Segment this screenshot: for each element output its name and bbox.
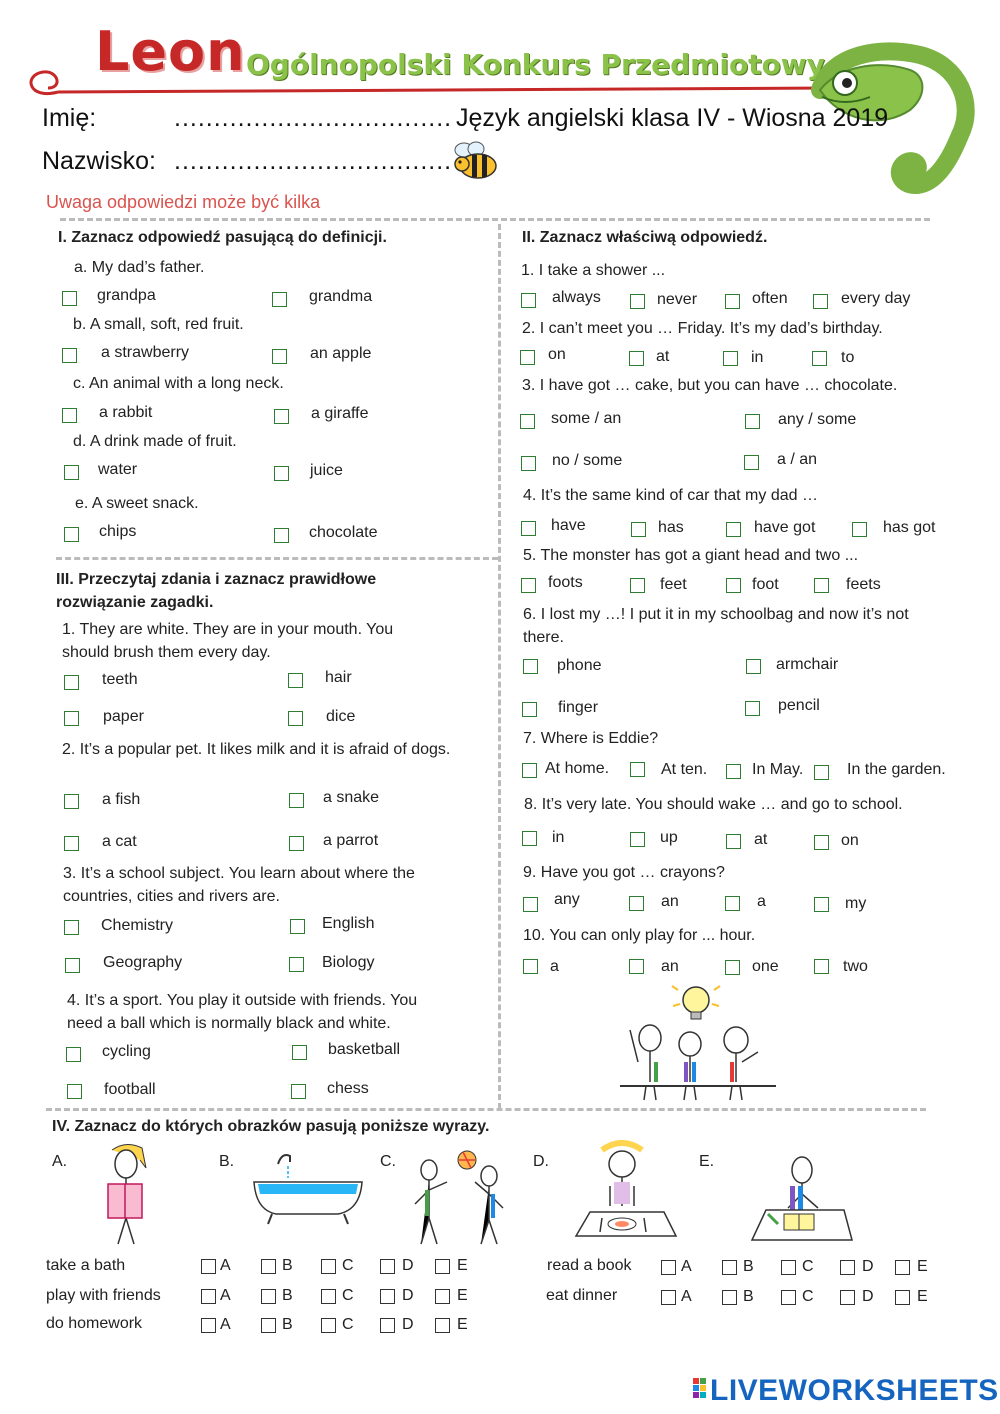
s1-question-b: b. A small, soft, red fruit.	[73, 316, 244, 333]
play-option-e-label: E	[457, 1287, 468, 1304]
s1b-option-1-label: a strawberry	[101, 344, 190, 361]
play-option-d-label: D	[402, 1287, 414, 1304]
s1c-option-2-label: a giraffe	[311, 405, 369, 422]
s3q4-option-1-checkbox[interactable]	[66, 1047, 81, 1062]
homework-option-e-label: E	[457, 1316, 468, 1333]
s3-question-3: 3. It’s a school subject. You learn about where the countries, cities and rivers are.	[63, 865, 415, 905]
s2q10-option-4-checkbox[interactable]	[814, 959, 829, 974]
section2-title: II. Zaznacz właściwą odpowiedź.	[522, 229, 768, 246]
s2q4-option-4-checkbox[interactable]	[852, 522, 867, 537]
s3q2-option-1-label: a fish	[102, 791, 141, 808]
s1-question-a: a. My dad’s father.	[74, 259, 205, 276]
kids-idea-illustration	[618, 982, 778, 1102]
homework-option-e-checkbox[interactable]	[435, 1318, 450, 1333]
bath-option-d-label: D	[402, 1257, 414, 1274]
s2q4-option-4-label: has got	[883, 519, 936, 536]
name-input[interactable]: ...................................	[174, 104, 453, 132]
s2q1-option-2-label: never	[657, 291, 698, 308]
s1a-option-2-checkbox[interactable]	[272, 292, 287, 307]
s3q2-option-3-label: a cat	[102, 833, 137, 850]
play-option-e-checkbox[interactable]	[435, 1289, 450, 1304]
s2q8-option-4-label: on	[841, 832, 859, 849]
play-option-a-label: A	[220, 1287, 231, 1304]
s3q1-option-2-checkbox[interactable]	[288, 673, 303, 688]
homework-option-b-label: B	[282, 1316, 293, 1333]
s3q3-option-4-label: Biology	[322, 954, 375, 971]
read-option-c-checkbox[interactable]	[781, 1260, 796, 1275]
s2q5-option-4-checkbox[interactable]	[814, 578, 829, 593]
homework-option-b-checkbox[interactable]	[261, 1318, 276, 1333]
s3q1-option-1-label: teeth	[102, 671, 138, 688]
play-option-a-checkbox[interactable]	[201, 1289, 216, 1304]
s1e-option-2-checkbox[interactable]	[274, 528, 289, 543]
bath-option-c-checkbox[interactable]	[321, 1259, 336, 1274]
phrase-play-with-friends: play with friends	[46, 1287, 161, 1304]
s2q2-option-4-checkbox[interactable]	[812, 351, 827, 366]
s3-question-4: 4. It’s a sport. You play it outside with friends. You need a ball which is normally black and white.	[67, 992, 418, 1032]
s2q10-option-3-label: one	[752, 958, 779, 975]
picture-d-eating-dinner	[570, 1140, 680, 1246]
read-option-a-checkbox[interactable]	[661, 1260, 676, 1275]
dinner-option-d-label: D	[862, 1288, 874, 1305]
s2q2-option-2-label: at	[656, 348, 670, 365]
s2-question-1: 1. I take a shower ...	[521, 262, 666, 279]
picture-e-label: E.	[699, 1153, 715, 1170]
s2q3-option-4-checkbox[interactable]	[744, 455, 759, 470]
picture-c-kids-playing	[405, 1148, 515, 1248]
dinner-option-b-label: B	[743, 1288, 754, 1305]
s2q9-option-1-checkbox[interactable]	[523, 897, 538, 912]
s1e-option-1-label: chips	[99, 523, 137, 540]
phrase-take-a-bath: take a bath	[46, 1257, 126, 1274]
divider-left-mid	[56, 557, 498, 560]
s2q7-option-4-checkbox[interactable]	[814, 765, 829, 780]
s1b-option-1-checkbox[interactable]	[62, 348, 77, 363]
s3q4-option-3-label: football	[104, 1081, 156, 1098]
s3q1-option-2-label: hair	[325, 669, 352, 686]
dinner-option-c-label: C	[802, 1288, 814, 1305]
s2q3-option-1-checkbox[interactable]	[520, 414, 535, 429]
s2q10-option-2-checkbox[interactable]	[629, 959, 644, 974]
s2q7-option-1-label: At home.	[545, 760, 610, 777]
s2q2-option-2-checkbox[interactable]	[629, 351, 644, 366]
s2q10-option-1-label: a	[550, 958, 559, 975]
phrase-do-homework: do homework	[46, 1315, 143, 1332]
s3q1-option-3-label: paper	[103, 708, 144, 725]
s2q10-option-1-checkbox[interactable]	[523, 959, 538, 974]
s2q10-option-2-label: an	[661, 958, 679, 975]
s3q4-option-2-checkbox[interactable]	[292, 1045, 307, 1060]
s2q7-option-4-label: In the garden.	[847, 761, 946, 778]
dinner-option-e-checkbox[interactable]	[895, 1290, 910, 1305]
dinner-option-c-checkbox[interactable]	[781, 1290, 796, 1305]
dinner-option-a-label: A	[681, 1288, 692, 1305]
s3q2-option-3-checkbox[interactable]	[64, 836, 79, 851]
s2q7-option-2-checkbox[interactable]	[630, 762, 645, 777]
s2q2-option-4-label: to	[841, 349, 855, 366]
s1a-option-2-label: grandma	[309, 288, 373, 305]
phrase-eat-dinner: eat dinner	[546, 1287, 618, 1304]
liveworksheets-logo-icon	[693, 1378, 707, 1404]
bath-option-b-checkbox[interactable]	[261, 1259, 276, 1274]
s2q9-option-2-checkbox[interactable]	[629, 896, 644, 911]
contest-title: Ogólnopolski Konkurs Przedmiotowy	[246, 48, 825, 81]
bath-option-a-label: A	[220, 1257, 231, 1274]
bath-option-a-checkbox[interactable]	[201, 1259, 216, 1274]
s2q1-option-3-checkbox[interactable]	[725, 294, 740, 309]
s1c-option-1-label: a rabbit	[99, 404, 153, 421]
header-swirl-line	[18, 60, 848, 110]
s3q1-option-1-checkbox[interactable]	[64, 675, 79, 690]
s2q9-option-2-label: an	[661, 893, 679, 910]
s2q8-option-1-label: in	[552, 829, 565, 846]
s3q2-option-1-checkbox[interactable]	[64, 794, 79, 809]
s3-question-1: 1. They are white. They are in your mouth. You should brush them every day.	[62, 621, 394, 661]
s2q1-option-4-label: every day	[841, 290, 911, 307]
picture-d-label: D.	[533, 1153, 549, 1170]
section1-title: I. Zaznacz odpowiedź pasującą do definicji.	[58, 229, 387, 246]
s3q3-option-3-label: Geography	[103, 954, 183, 971]
s2q6-option-4-label: pencil	[778, 697, 820, 714]
read-option-b-label: B	[743, 1258, 754, 1275]
s2q9-option-4-checkbox[interactable]	[814, 897, 829, 912]
picture-a-label: A.	[52, 1153, 68, 1170]
s2q6-option-4-checkbox[interactable]	[745, 701, 760, 716]
s2q8-option-1-checkbox[interactable]	[522, 831, 537, 846]
s2q8-option-3-label: at	[754, 831, 768, 848]
s2q6-option-1-checkbox[interactable]	[523, 659, 538, 674]
homework-option-d-label: D	[402, 1316, 414, 1333]
s2q1-option-1-checkbox[interactable]	[521, 293, 536, 308]
s2q4-option-2-label: has	[658, 519, 684, 536]
picture-e-homework	[748, 1148, 858, 1248]
s2q4-option-1-checkbox[interactable]	[521, 521, 536, 536]
s2q2-option-1-checkbox[interactable]	[520, 350, 535, 365]
dinner-option-e-label: E	[917, 1288, 928, 1305]
s1e-option-2-label: chocolate	[309, 524, 378, 541]
s2q6-option-3-checkbox[interactable]	[522, 702, 537, 717]
s2q6-option-2-checkbox[interactable]	[746, 659, 761, 674]
s2q4-option-3-label: have got	[754, 519, 816, 536]
s2q4-option-1-label: have	[551, 517, 586, 534]
homework-option-c-label: C	[342, 1316, 354, 1333]
s2q1-option-3-label: often	[752, 290, 788, 307]
s2q10-option-3-checkbox[interactable]	[725, 960, 740, 975]
dinner-option-d-checkbox[interactable]	[840, 1290, 855, 1305]
s1e-option-1-checkbox[interactable]	[64, 527, 79, 542]
s3q3-option-1-checkbox[interactable]	[64, 920, 79, 935]
homework-option-d-checkbox[interactable]	[380, 1318, 395, 1333]
s2q3-option-2-label: any / some	[778, 411, 857, 428]
s2q7-option-3-label: In May.	[752, 761, 804, 778]
s3q2-option-4-label: a parrot	[323, 832, 379, 849]
s2q7-option-1-checkbox[interactable]	[522, 763, 537, 778]
s2q6-option-1-label: phone	[557, 657, 602, 674]
s2-question-9: 9. Have you got … crayons?	[523, 864, 725, 881]
s2q5-option-3-checkbox[interactable]	[726, 578, 741, 593]
surname-label: Nazwisko:	[42, 147, 156, 175]
s2q7-option-2-label: At ten.	[661, 761, 708, 778]
play-option-c-label: C	[342, 1287, 354, 1304]
s2q1-option-2-checkbox[interactable]	[630, 294, 645, 309]
s2q3-option-2-checkbox[interactable]	[745, 414, 760, 429]
divider-bottom	[46, 1108, 926, 1111]
s2q9-option-4-label: my	[845, 895, 867, 912]
bath-option-b-label: B	[282, 1257, 293, 1274]
s1-question-c: c. An animal with a long neck.	[73, 375, 284, 392]
read-option-b-checkbox[interactable]	[722, 1260, 737, 1275]
s3q1-option-3-checkbox[interactable]	[64, 711, 79, 726]
s2q6-option-3-label: finger	[558, 699, 599, 716]
name-label: Imię:	[42, 104, 97, 132]
subject-title: Język angielski klasa IV - Wiosna 2019	[456, 104, 889, 132]
s3q4-option-4-checkbox[interactable]	[291, 1084, 306, 1099]
phrase-read-a-book: read a book	[547, 1257, 632, 1274]
warning-note: Uwaga odpowiedzi może być kilka	[46, 192, 321, 212]
s3q2-option-2-checkbox[interactable]	[289, 793, 304, 808]
s2q3-option-3-label: no / some	[552, 452, 623, 469]
s3q2-option-4-checkbox[interactable]	[289, 836, 304, 851]
s2q5-option-2-checkbox[interactable]	[630, 578, 645, 593]
picture-a-girl-reading	[98, 1140, 158, 1250]
s1b-option-2-checkbox[interactable]	[272, 349, 287, 364]
picture-b-bathtub	[248, 1148, 368, 1228]
s2q5-option-2-label: feet	[660, 576, 687, 593]
s2-question-7: 7. Where is Eddie?	[523, 730, 659, 747]
s2q9-option-3-label: a	[757, 893, 766, 910]
divider-top	[60, 218, 930, 221]
s2q8-option-2-checkbox[interactable]	[630, 832, 645, 847]
bath-option-d-checkbox[interactable]	[380, 1259, 395, 1274]
s1a-option-1-label: grandpa	[97, 287, 156, 304]
s2q8-option-2-label: up	[660, 829, 678, 846]
s2q9-option-3-checkbox[interactable]	[725, 896, 740, 911]
read-option-c-label: C	[802, 1258, 814, 1275]
dinner-option-b-checkbox[interactable]	[722, 1290, 737, 1305]
play-option-b-checkbox[interactable]	[261, 1289, 276, 1304]
s2q4-option-2-checkbox[interactable]	[631, 522, 646, 537]
s2q2-option-3-label: in	[751, 349, 764, 366]
surname-input[interactable]: ...................................	[174, 147, 453, 175]
s3q4-option-4-label: chess	[327, 1080, 369, 1097]
section3-title: III. Przeczytaj zdania i zaznacz prawidłowe rozwiązanie zagadki.	[56, 571, 377, 611]
s1-question-e: e. A sweet snack.	[75, 495, 199, 512]
s2q5-option-1-checkbox[interactable]	[521, 578, 536, 593]
s1d-option-1-checkbox[interactable]	[64, 465, 79, 480]
s3q1-option-4-checkbox[interactable]	[288, 711, 303, 726]
picture-c-label: C.	[380, 1153, 396, 1170]
s2-question-4: 4. It’s the same kind of car that my dad …	[523, 487, 818, 504]
s2q5-option-3-label: foot	[752, 576, 779, 593]
s2q10-option-4-label: two	[843, 958, 868, 975]
s2q2-option-1-label: on	[548, 346, 566, 363]
play-option-d-checkbox[interactable]	[380, 1289, 395, 1304]
bath-option-e-label: E	[457, 1257, 468, 1274]
s2-question-6: 6. I lost my …! I put it in my schoolbag and now it’s not there.	[523, 606, 909, 646]
bath-option-c-label: C	[342, 1257, 354, 1274]
s3q3-option-2-checkbox[interactable]	[290, 919, 305, 934]
s2q7-option-3-checkbox[interactable]	[726, 764, 741, 779]
s2q1-option-4-checkbox[interactable]	[813, 294, 828, 309]
s1d-option-1-label: water	[98, 461, 138, 478]
read-option-e-checkbox[interactable]	[895, 1260, 910, 1275]
s2q5-option-4-label: feets	[846, 576, 881, 593]
s3q2-option-2-label: a snake	[323, 789, 380, 806]
s1c-option-1-checkbox[interactable]	[62, 408, 77, 423]
s3q4-option-2-label: basketball	[328, 1041, 401, 1058]
play-option-b-label: B	[282, 1287, 293, 1304]
bee-icon	[448, 140, 504, 184]
picture-b-label: B.	[219, 1153, 235, 1170]
s2-question-10: 10. You can only play for ... hour.	[523, 927, 756, 944]
s2q1-option-1-label: always	[552, 289, 601, 306]
homework-option-a-label: A	[220, 1316, 231, 1333]
s2q3-option-1-label: some / an	[551, 410, 622, 427]
s3q3-option-2-label: English	[322, 915, 375, 932]
s2q8-option-4-checkbox[interactable]	[814, 835, 829, 850]
section4-title: IV. Zaznacz do których obrazków pasują poniższe wyrazy.	[52, 1118, 490, 1135]
s2q6-option-2-label: armchair	[776, 656, 839, 673]
s2q4-option-3-checkbox[interactable]	[726, 522, 741, 537]
s3q3-option-4-checkbox[interactable]	[289, 957, 304, 972]
s1a-option-1-checkbox[interactable]	[62, 291, 77, 306]
s1d-option-2-label: juice	[310, 462, 343, 479]
s2-question-2: 2. I can’t meet you … Friday. It’s my dad’s birthday.	[522, 320, 883, 337]
homework-option-c-checkbox[interactable]	[321, 1318, 336, 1333]
s3q1-option-4-label: dice	[326, 708, 356, 725]
bath-option-e-checkbox[interactable]	[435, 1259, 450, 1274]
homework-option-a-checkbox[interactable]	[201, 1318, 216, 1333]
s1d-option-2-checkbox[interactable]	[274, 466, 289, 481]
s2-question-8: 8. It’s very late. You should wake … and go to school.	[524, 796, 903, 813]
s3q4-option-3-checkbox[interactable]	[67, 1084, 82, 1099]
read-option-a-label: A	[681, 1258, 692, 1275]
dinner-option-a-checkbox[interactable]	[661, 1290, 676, 1305]
read-option-e-label: E	[917, 1258, 928, 1275]
s3q4-option-1-label: cycling	[102, 1043, 151, 1060]
s1b-option-2-label: an apple	[310, 345, 372, 362]
s2q3-option-4-label: a / an	[777, 451, 818, 468]
s2q9-option-1-label: any	[554, 891, 580, 908]
play-option-c-checkbox[interactable]	[321, 1289, 336, 1304]
s2q5-option-1-label: foots	[548, 574, 583, 591]
divider-vertical	[498, 224, 501, 1109]
s2-question-3: 3. I have got … cake, but you can have … chocolate.	[522, 377, 898, 394]
s2q8-option-3-checkbox[interactable]	[726, 834, 741, 849]
read-option-d-label: D	[862, 1258, 874, 1275]
logo-leon: Leon	[95, 20, 246, 83]
s2-question-5: 5. The monster has got a giant head and two ...	[523, 547, 859, 564]
s3q3-option-3-checkbox[interactable]	[65, 958, 80, 973]
s1c-option-2-checkbox[interactable]	[274, 409, 289, 424]
s2q3-option-3-checkbox[interactable]	[521, 456, 536, 471]
s3-question-2: 2. It’s a popular pet. It likes milk and it is afraid of dogs.	[62, 741, 451, 758]
s2q2-option-3-checkbox[interactable]	[723, 351, 738, 366]
s1-question-d: d. A drink made of fruit.	[73, 433, 237, 450]
s3q3-option-1-label: Chemistry	[101, 917, 174, 934]
read-option-d-checkbox[interactable]	[840, 1260, 855, 1275]
liveworksheets-brand: LIVEWORKSHEETS	[710, 1374, 999, 1407]
